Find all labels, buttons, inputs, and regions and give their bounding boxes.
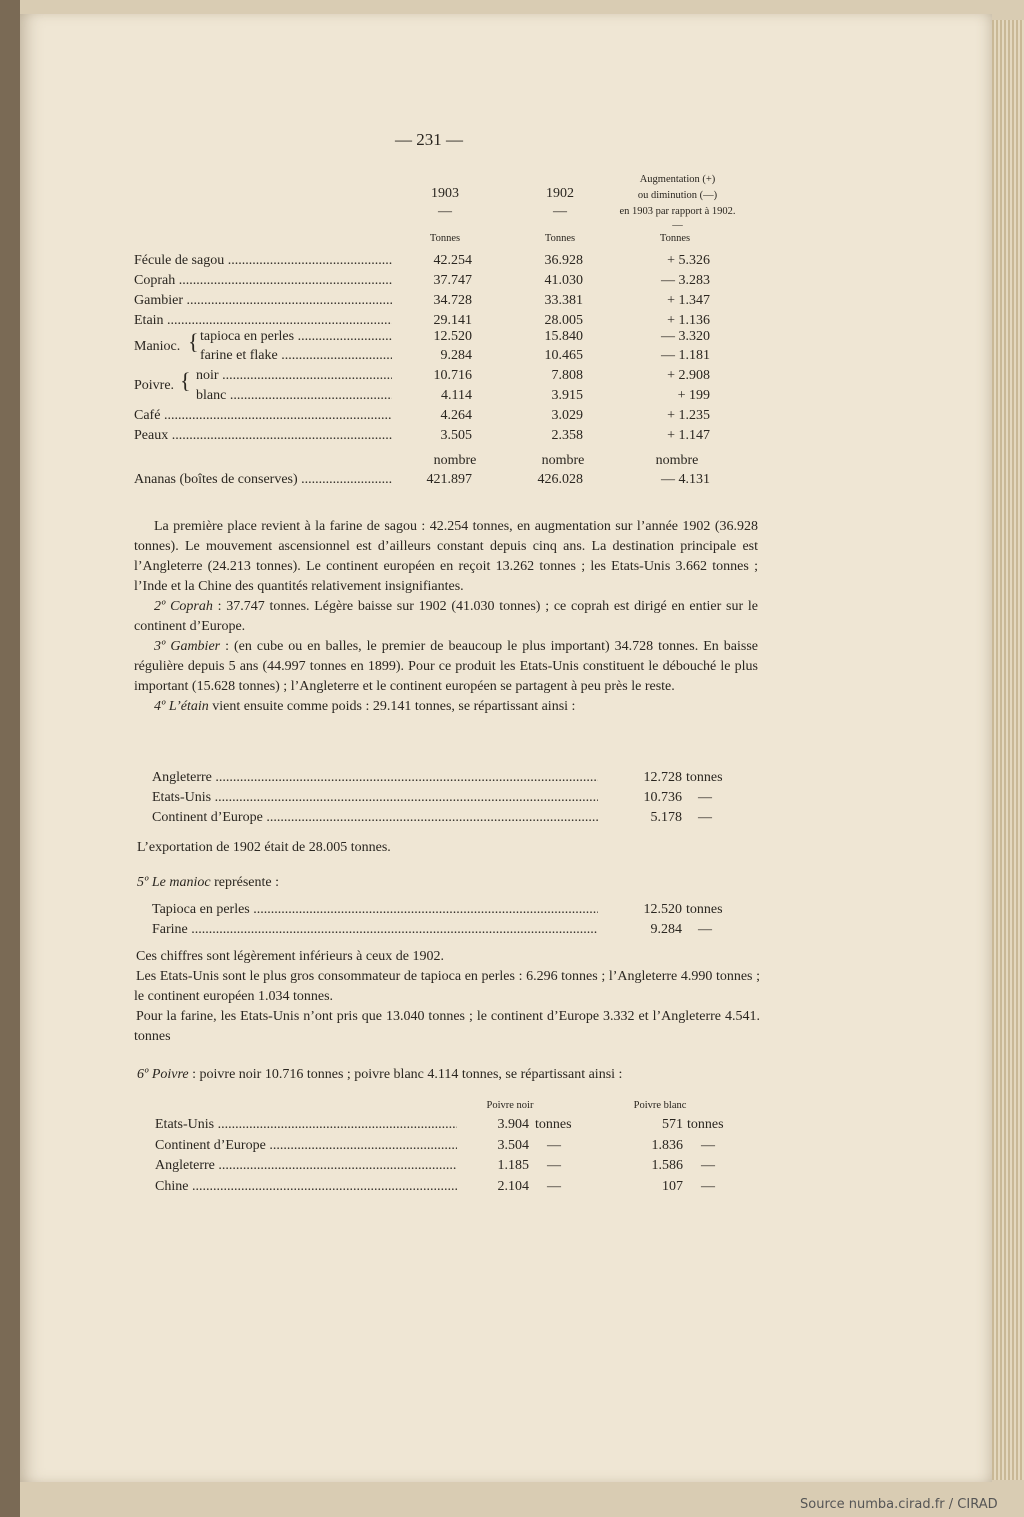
row-diff: + 2.908 — [667, 368, 710, 383]
row-1902: 7.808 — [551, 368, 583, 383]
table-row — [134, 293, 734, 313]
poivre-head: 6º Poivre — [137, 1067, 189, 1082]
book-page — [20, 14, 992, 1482]
table-row — [152, 922, 752, 942]
row-1902: 36.928 — [544, 253, 583, 268]
row-blanc: 107 — [662, 1179, 683, 1194]
row-diff: — 1.181 — [661, 348, 710, 363]
table-row — [134, 428, 734, 448]
col-header-diff-line1: Augmentation (+) — [639, 174, 716, 185]
row-blanc: 1.586 — [651, 1158, 683, 1173]
paragraph-etain — [134, 697, 758, 717]
manioc-intro-text: représente : — [210, 875, 279, 890]
source-credit: Source numba.cirad.fr / CIRAD — [800, 1497, 998, 1512]
row-1903: 34.728 — [433, 293, 472, 308]
row-1902: 426.028 — [537, 472, 583, 487]
row-1903: 3.505 — [440, 428, 472, 443]
row-1902: 2.358 — [551, 428, 583, 443]
row-label: Continent d’Europe ..... — [155, 1138, 457, 1154]
row-diff: + 5.326 — [667, 253, 710, 268]
row-blanc-unit: — — [701, 1138, 715, 1153]
row-blanc-unit: tonnes — [687, 1117, 724, 1132]
row-diff: + 1.235 — [667, 408, 710, 423]
paragraph-head: 2º Coprah — [154, 599, 213, 614]
row-noir: 1.185 — [497, 1158, 529, 1173]
row-label: tapioca en perles ..... — [200, 329, 392, 345]
table-row — [152, 902, 752, 922]
row-blanc-unit: — — [701, 1158, 715, 1173]
row-label: Angleterre ..... — [152, 770, 598, 786]
paragraph-body: vient ensuite comme poids : 29.141 tonnes, se répartissant ainsi : — [208, 699, 576, 714]
row-blanc: 1.836 — [651, 1138, 683, 1153]
row-label: Coprah ..... — [134, 273, 392, 289]
paragraph-head: 4º L’étain — [154, 699, 209, 714]
row-label: blanc ..... — [196, 388, 392, 404]
row-label: noir ..... — [196, 368, 392, 384]
row-noir-unit: — — [547, 1158, 561, 1173]
row-diff: — 4.131 — [661, 472, 710, 487]
paragraph: Ces chiffres sont légèrement inférieurs à ceux de 1902. — [136, 949, 445, 964]
row-label: Café ..... — [134, 408, 392, 424]
row-diff: + 1.347 — [667, 293, 710, 308]
table-row — [152, 770, 752, 790]
col-header-diff-line2: ou diminution (—) — [637, 190, 718, 201]
row-diff: — 3.320 — [661, 329, 710, 344]
paragraph: Les Etats-Unis sont le plus gros consommateur de tapioca en perles : 6.296 tonnes ; l’Angleterre 4.990 tonnes ; le continent européen 1.034 tonnes. — [134, 969, 760, 1004]
row-label: Gambier ..... — [134, 293, 392, 309]
col-header-1902: 1902 — [546, 186, 574, 201]
unit-nombre-1903: nombre — [433, 453, 477, 468]
row-diff: + 1.136 — [667, 313, 710, 328]
group-label-manioc: Manioc. — [134, 339, 181, 354]
row-unit: tonnes — [686, 902, 723, 917]
book-binding — [0, 0, 20, 1517]
row-unit: — — [698, 810, 712, 825]
row-1902: 3.029 — [551, 408, 583, 423]
unit-diff: Tonnes — [659, 233, 691, 244]
row-noir: 3.904 — [497, 1117, 529, 1132]
row-1903: 12.520 — [433, 329, 472, 344]
row-label: Etain ..... — [134, 313, 392, 329]
row-noir: 2.104 — [497, 1179, 529, 1194]
col-header-poivre-noir: Poivre noir — [486, 1100, 534, 1111]
poivre-intro — [137, 1067, 622, 1083]
table-row — [134, 273, 734, 293]
table-row — [155, 1158, 755, 1178]
brace-icon: { — [188, 329, 199, 354]
row-label: Continent d’Europe ..... — [152, 810, 598, 826]
table-row — [134, 368, 734, 388]
col-header-1903-dash: — — [438, 204, 452, 219]
row-1903: 10.716 — [433, 368, 472, 383]
row-label: farine et flake ..... — [200, 348, 392, 364]
manioc-head: 5º Le manioc — [137, 875, 211, 890]
row-1903: 4.264 — [440, 408, 472, 423]
col-header-diff-line3: en 1903 par rapport à 1902. — [619, 206, 736, 217]
table-row — [152, 810, 752, 830]
unit-nombre-1902: nombre — [541, 453, 585, 468]
manioc-intro — [137, 875, 279, 891]
row-1902: 15.840 — [544, 329, 583, 344]
row-1902: 10.465 — [544, 348, 583, 363]
table-row — [134, 348, 734, 368]
row-noir-unit: — — [547, 1138, 561, 1153]
row-value: 10.736 — [643, 790, 682, 805]
row-1903: 29.141 — [433, 313, 472, 328]
row-value: 12.520 — [643, 902, 682, 917]
unit-1903: Tonnes — [429, 233, 461, 244]
etain-note: L’exportation de 1902 était de 28.005 tonnes. — [137, 840, 391, 855]
row-1902: 3.915 — [551, 388, 583, 403]
row-noir-unit: — — [547, 1179, 561, 1194]
row-diff: — 3.283 — [661, 273, 710, 288]
row-1902: 41.030 — [544, 273, 583, 288]
unit-1902: Tonnes — [544, 233, 576, 244]
row-1902: 33.381 — [544, 293, 583, 308]
paragraph: Pour la farine, les Etats-Unis n’ont pris que 13.040 tonnes ; le continent d’Europe 3.332 et l’Angleterre 4.541. tonnes — [134, 1009, 760, 1044]
col-header-diff-dash: — — [672, 220, 683, 231]
row-label: Etats-Unis ..... — [152, 790, 598, 806]
poivre-intro-text: : poivre noir 10.716 tonnes ; poivre blanc 4.114 tonnes, se répartissant ainsi : — [188, 1067, 623, 1082]
col-header-1903: 1903 — [431, 186, 459, 201]
row-label: Peaux ..... — [134, 428, 392, 444]
row-unit: — — [698, 790, 712, 805]
table-row — [134, 329, 734, 349]
row-label: Chine ..... — [155, 1179, 457, 1195]
paragraph-head: 3º Gambier — [154, 639, 221, 654]
row-blanc: 571 — [662, 1117, 683, 1132]
unit-nombre-diff: nombre — [655, 453, 699, 468]
table-row — [134, 388, 734, 408]
row-blanc-unit: — — [701, 1179, 715, 1194]
col-header-1902-dash: — — [553, 204, 567, 219]
group-label-poivre: Poivre. — [134, 378, 175, 393]
row-label: Ananas (boîtes de conserves) ..... — [134, 472, 392, 488]
row-1903: 9.284 — [440, 348, 472, 363]
table-row — [134, 408, 734, 428]
table-row — [155, 1138, 755, 1158]
body-text — [134, 517, 758, 717]
paragraph-body: : (en cube ou en balles, le premier de beaucoup le plus important) 34.728 tonnes. En baisse régulière depuis 5 ans (44.997 tonnes en 1899). Pour ce produit les Etats-Unis constituent le débouché le plus important (15.628 tonnes) ; l’Angleterre et le continent européen se partagent à peu près le reste. — [134, 639, 758, 694]
row-unit: — — [698, 922, 712, 937]
paragraph-sagou: La première place revient à la farine de sagou : 42.254 tonnes, en augmentation sur l’année 1902 (36.928 tonnes). Le mouvement ascensionnel est d’ailleurs constant depuis cinq ans. La destination principale est l’Angleterre (24.213 tonnes). Le continent européen en reçoit 13.262 tonnes ; les Etats-Unis 3.662 tonnes ; l’Inde et la Chine des quantités relativement insignifiantes. — [134, 519, 758, 594]
row-1903: 4.114 — [441, 388, 472, 403]
row-noir-unit: tonnes — [535, 1117, 572, 1132]
table-row-ananas — [134, 472, 734, 492]
row-label: Tapioca en perles ..... — [152, 902, 598, 918]
row-value: 5.178 — [650, 810, 682, 825]
row-1903: 42.254 — [433, 253, 472, 268]
brace-icon: { — [180, 368, 191, 393]
table-row — [155, 1117, 755, 1137]
row-diff: + 199 — [677, 388, 710, 403]
manioc-paragraphs — [134, 947, 760, 1047]
paragraph-gambier — [134, 637, 758, 697]
paragraph-coprah — [134, 597, 758, 637]
row-value: 12.728 — [643, 770, 682, 785]
table-row — [155, 1179, 755, 1199]
row-label: Etats-Unis ..... — [155, 1117, 457, 1133]
page-number: — 231 — — [395, 130, 463, 149]
row-1903: 421.897 — [426, 472, 472, 487]
row-noir: 3.504 — [497, 1138, 529, 1153]
row-1903: 37.747 — [433, 273, 472, 288]
row-diff: + 1.147 — [667, 428, 710, 443]
row-label: Farine ..... — [152, 922, 598, 938]
row-1902: 28.005 — [544, 313, 583, 328]
table-row — [152, 790, 752, 810]
paragraph-body: : 37.747 tonnes. Légère baisse sur 1902 (41.030 tonnes) ; ce coprah est dirigé en entier sur le continent d’Europe. — [134, 599, 758, 634]
row-label: Fécule de sagou ..... — [134, 253, 392, 269]
row-value: 9.284 — [650, 922, 682, 937]
row-unit: tonnes — [686, 770, 723, 785]
page-edges — [992, 20, 1024, 1480]
table-row — [134, 253, 734, 273]
col-header-poivre-blanc: Poivre blanc — [633, 1100, 687, 1111]
row-label: Angleterre ..... — [155, 1158, 457, 1174]
